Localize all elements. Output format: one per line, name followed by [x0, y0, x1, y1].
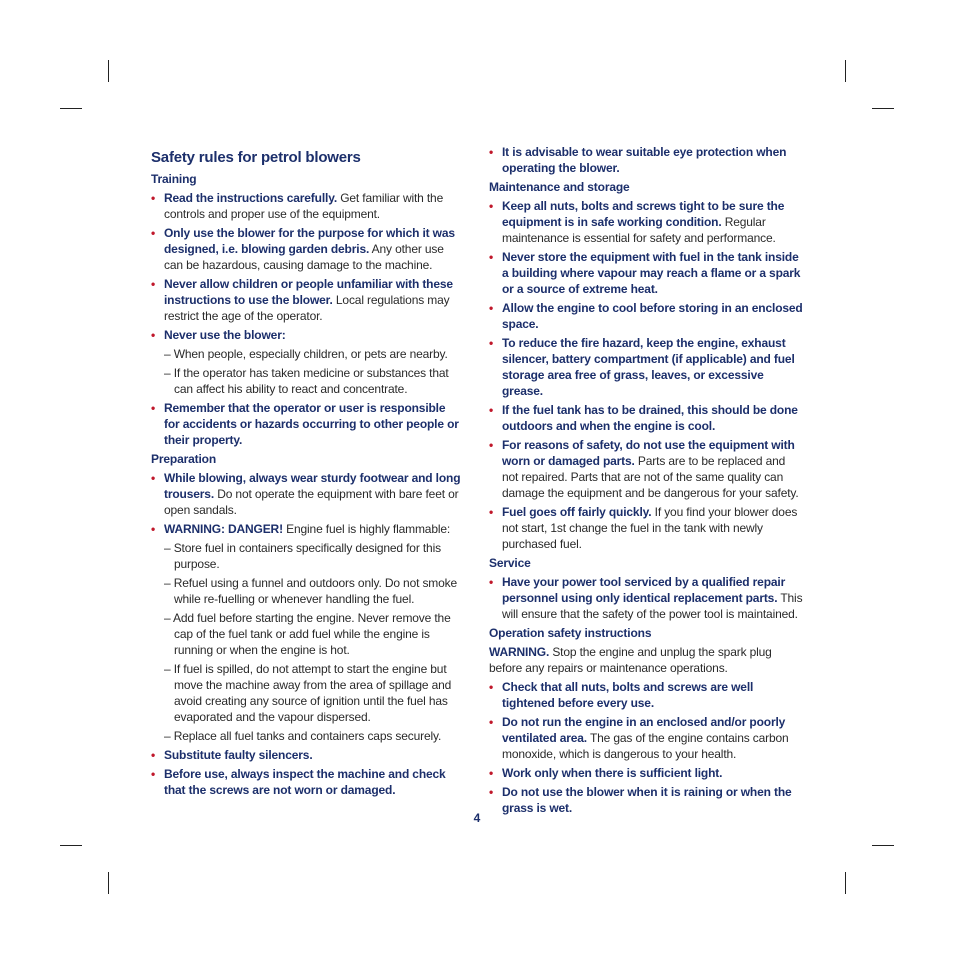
bullet-item — [151, 276, 463, 324]
bullet-item — [489, 144, 803, 176]
left-column — [151, 144, 463, 801]
bullet-item — [489, 335, 803, 399]
item-text: Do not operate the equipment with bare feet or open sandals. — [164, 487, 459, 517]
bullet-item — [489, 765, 803, 781]
bullet-item — [489, 784, 803, 816]
bullet-icon: • — [151, 471, 156, 485]
item-text: Get familiar with the controls and proper use of the equipment. — [164, 191, 444, 221]
bullet-item — [489, 249, 803, 297]
bullet-icon: • — [489, 403, 494, 417]
bullet-icon: • — [489, 505, 494, 519]
dash-item: – If fuel is spilled, do not attempt to start the engine but move the machine away from the area of spillage and avoid creating any source of ignition until the fuel has evaporated and the vapour dispersed. — [164, 662, 452, 724]
item-bold-text: Never use the blower: — [164, 328, 286, 342]
dash-item: – Store fuel in containers specifically designed for this purpose. — [164, 541, 441, 571]
item-bold-text: Do not use the blower when it is raining or when the grass is wet. — [502, 785, 792, 815]
item-bold-text: Fuel goes off fairly quickly. — [502, 505, 652, 519]
item-bold-text: Check that all nuts, bolts and screws are well tightened before every use. — [502, 680, 754, 710]
crop-mark — [108, 872, 109, 894]
item-bold-text: Never allow children or people unfamiliar with these instructions to use the blower. — [164, 277, 453, 307]
bullet-icon: • — [489, 575, 494, 589]
bullet-item — [151, 521, 463, 537]
item-text: Parts are to be replaced and not repaired. Parts that are not of the same quality can damage the equipment and be dangerous for your safety. — [502, 454, 799, 500]
bullet-icon: • — [151, 767, 156, 781]
dash-item: – Add fuel before starting the engine. Never remove the cap of the fuel tank or add fuel while the engine is running or when the engine is hot. — [164, 611, 451, 657]
bullet-item — [151, 225, 463, 273]
item-bold-text: Substitute faulty silencers. — [164, 748, 313, 762]
operation-warning: WARNING. Stop the engine and unplug the spark plug before any repairs or maintenance operations. — [489, 645, 772, 675]
bullet-item — [151, 327, 463, 343]
item-bold-text: Never store the equipment with fuel in the tank inside a building where vapour may reach a flame or a spark or a source of extreme heat. — [502, 250, 801, 296]
fuel-dash-list — [151, 540, 463, 744]
training-last-item — [151, 400, 463, 448]
item-bold-text: Remember that the operator or user is responsible for accidents or hazards occurring to other people or their property. — [164, 401, 459, 447]
item-bold-text: Do not run the engine in an enclosed and/or poorly ventilated area. — [502, 715, 786, 745]
eye-protection-list — [489, 144, 803, 176]
bullet-item — [151, 766, 463, 798]
item-bold-text: Read the instructions carefully. — [164, 191, 338, 205]
item-bold-text: It is advisable to wear suitable eye protection when operating the blower. — [502, 145, 787, 175]
crop-mark — [845, 60, 846, 82]
bullet-icon: • — [489, 301, 494, 315]
bullet-item — [489, 714, 803, 762]
bullet-item — [151, 400, 463, 448]
item-bold-text: Before use, always inspect the machine and check that the screws are not worn or damaged. — [164, 767, 446, 797]
item-bold-text: Keep all nuts, bolts and screws tight to be sure the equipment is in safe working condition. — [502, 199, 785, 229]
page-title: Safety rules for petrol blowers — [151, 149, 361, 166]
bullet-item — [489, 198, 803, 246]
bullet-item — [489, 504, 803, 552]
item-bold-text: While blowing, always wear sturdy footwear and long trousers. — [164, 471, 461, 501]
crop-mark — [60, 108, 82, 109]
item-bold-text: WARNING: DANGER! — [164, 522, 283, 536]
bullet-icon: • — [489, 715, 494, 729]
dash-item: – Replace all fuel tanks and containers caps securely. — [164, 729, 442, 743]
bullet-icon: • — [151, 522, 156, 536]
section-heading-preparation: Preparation — [151, 452, 217, 466]
item-bold-text: For reasons of safety, do not use the equipment with worn or damaged parts. — [502, 438, 795, 468]
bullet-icon: • — [151, 328, 156, 342]
item-text: Regular maintenance is essential for safety and performance. — [502, 215, 776, 245]
bullet-icon: • — [151, 748, 156, 762]
item-bold-text: Have your power tool serviced by a qualified repair personnel using only identical replacement parts. — [502, 575, 786, 605]
crop-mark — [108, 60, 109, 82]
item-text: If you find your blower does not start, 1st change the fuel in the tank with newly purchased fuel. — [502, 505, 798, 551]
crop-mark — [845, 872, 846, 894]
section-heading-service: Service — [489, 556, 531, 570]
bullet-icon: • — [489, 145, 494, 159]
bullet-icon: • — [489, 438, 494, 452]
bullet-item — [489, 402, 803, 434]
maintenance-list — [489, 198, 803, 552]
bullet-icon: • — [489, 766, 494, 780]
bullet-item — [489, 574, 803, 622]
item-text: The gas of the engine contains carbon monoxide, which is dangerous to your health. — [502, 731, 789, 761]
dash-item: – Refuel using a funnel and outdoors only. Do not smoke while re-fuelling or whenever handling the fuel. — [164, 576, 458, 606]
bullet-item — [489, 300, 803, 332]
never-use-dash-list — [151, 346, 463, 397]
bullet-item — [151, 470, 463, 518]
section-heading-maintenance: Maintenance and storage — [489, 180, 630, 194]
bullet-item — [489, 679, 803, 711]
bullet-icon: • — [489, 250, 494, 264]
item-bold-text: Allow the engine to cool before storing in an enclosed space. — [502, 301, 803, 331]
item-bold-text: Only use the blower for the purpose for which it was designed, i.e. blowing garden debris. — [164, 226, 455, 256]
bullet-item — [151, 747, 463, 763]
right-column — [489, 144, 803, 819]
bullet-icon: • — [489, 680, 494, 694]
bullet-icon: • — [489, 336, 494, 350]
bullet-icon: • — [151, 226, 156, 240]
item-text: Any other use can be hazardous, causing damage to the machine. — [164, 242, 444, 272]
item-bold-text: To reduce the fire hazard, keep the engine, exhaust silencer, battery compartment (if applicable) and fuel storage area free of grass, leaves, or excessive grease. — [502, 336, 795, 398]
dash-item: – If the operator has taken medicine or substances that can affect his ability to react and concentrate. — [164, 366, 449, 396]
item-bold-text: If the fuel tank has to be drained, this should be done outdoors and when the engine is cool. — [502, 403, 798, 433]
bullet-icon: • — [151, 401, 156, 415]
item-bold-text: Work only when there is sufficient light. — [502, 766, 723, 780]
crop-mark — [60, 845, 82, 846]
crop-mark — [872, 845, 894, 846]
preparation-end-list — [151, 747, 463, 798]
bullet-item — [151, 190, 463, 222]
item-text: Engine fuel is highly flammable: — [282, 522, 451, 536]
preparation-list — [151, 470, 463, 537]
bullet-icon: • — [489, 785, 494, 799]
item-text: This will ensure that the safety of the power tool is maintained. — [502, 591, 803, 621]
crop-mark — [872, 108, 894, 109]
item-text: Local regulations may restrict the age of the operator. — [164, 293, 450, 323]
training-list — [151, 190, 463, 343]
dash-item: – When people, especially children, or pets are nearby. — [164, 347, 448, 361]
operation-list — [489, 679, 803, 816]
page-number: 4 — [473, 811, 481, 825]
service-list — [489, 574, 803, 622]
bullet-icon: • — [151, 277, 156, 291]
bullet-item — [489, 437, 803, 501]
bullet-icon: • — [489, 199, 494, 213]
section-heading-training: Training — [151, 172, 197, 186]
bullet-icon: • — [151, 191, 156, 205]
section-heading-operation: Operation safety instructions — [489, 626, 652, 640]
